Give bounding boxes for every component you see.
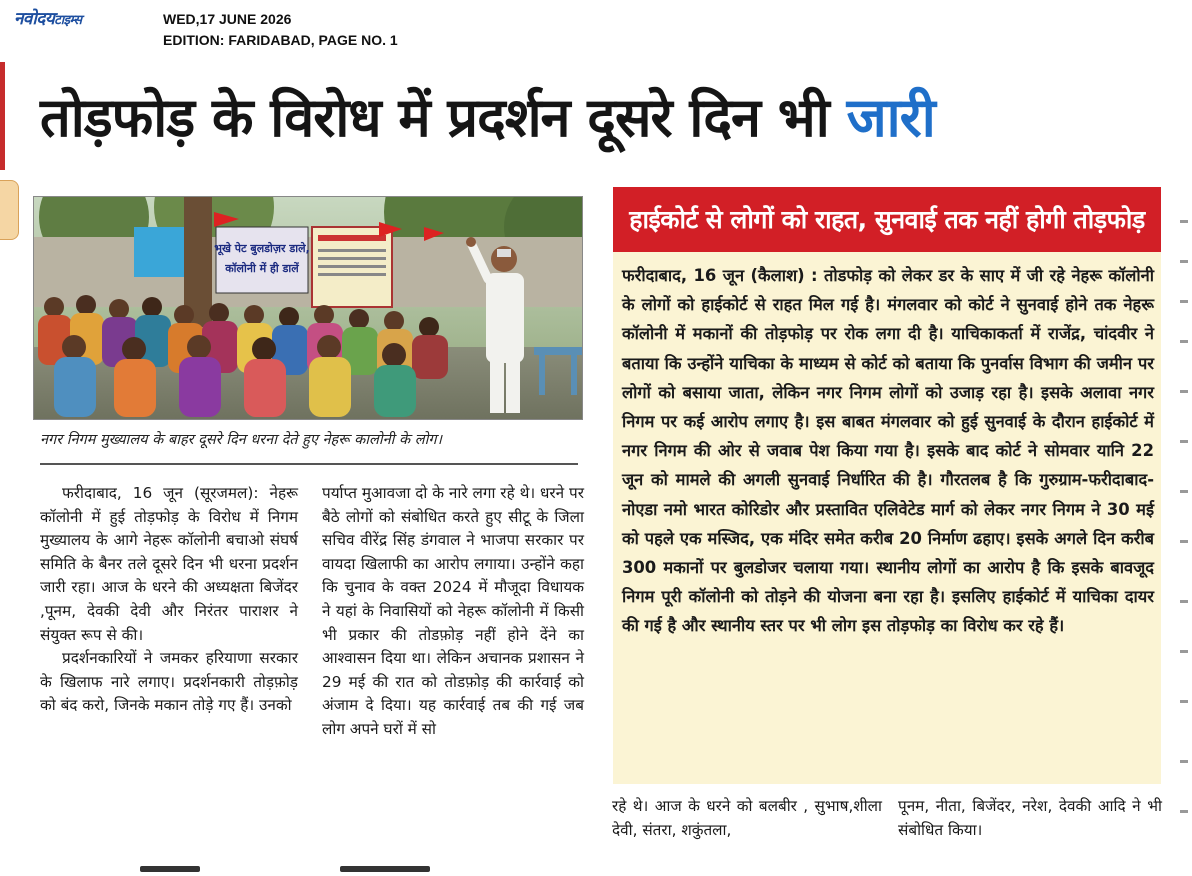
caption-divider (40, 463, 578, 465)
story-column-2 (322, 482, 584, 742)
story-paragraph: रहे थे। आज के धरने को बलबीर , सुभाष,शीला देवी, संतरा, शकुंतला, (612, 797, 882, 839)
highlight-text (622, 261, 1154, 641)
headline-main: तोड़फोड़ के विरोध में प्रदर्शन दूसरे दिन भी (40, 86, 829, 149)
logo-sub: टाइम्स (54, 13, 82, 28)
page-headline (40, 80, 935, 156)
newspaper-logo (14, 6, 82, 29)
left-margin-strip (0, 62, 5, 170)
highlight-banner: हाईकोर्ट से लोगों को राहत, सुनवाई तक नहीं होगी तोड़फोड़ (613, 187, 1161, 252)
svg-text:कॉलोनी में ही डालें: कॉलोनी में ही डालें (225, 262, 299, 275)
highlight-paragraph: फरीदाबाद, 16 जून (कैलाश) : तोडफोड़ को लेकर डर के साए में जी रहे नेहरू कॉलोनी के लोगों को हाईकोर्ट से राहत मिल गई है। मंगलवार को कोर्ट ने सुनवाई होने तक नेहरू कॉलोनी में मकानों की तोड़फोड़ पर रोक लगा दी है। याचिकाकर्ता में राजेंद्र, चांदवीर ने बताया कि उन्होंने याचिका के माध्यम से कोर्ट को बताया कि पुनर्वास विभाग की जमीन पर लोगों को बसाया जाता, लेकिन नगर निगम लोगों को उजाड़ रहा है। इसके अलावा नगर निगम पर कई आरोप लगाए है। इस बाबत मंगलवार को हुई सुनवाई के दौरान हाईकोर्ट में नगर निगम की ओर से जवाब पेश किया गया है। इसके बाद कोर्ट ने सोमवार यानि 22 जून को मामले की अगली सुनवाई निर्धारित की है। गौरतलब है कि गुरुग्राम-फरीदाबाद-नोएडा नमो भारत कोरिडोर और प्रस्तावित एलिवेटेड मार्ग को लेकर नगर निगम ने 30 मई को पहले एक मस्जिद, एक मंदिर समेत करीब 20 निर्माण ढहाए। इसके अगले दिन करीब 300 मकानों पर बुलडोजर चलाया गया। स्थानीय लोगों का आरोप है कि इसके बावजूद निगम पूरी कॉलोनी को तोड़ने की योजना बना रहा है। इसलिए हाईकोर्ट में याचिका दायर की गई है और स्थानीय स्तर पर भी लोग इस तोड़फोड़ का विरोध कर रहे हैं। (622, 266, 1154, 636)
photo-caption: नगर निगम मुख्यालय के बाहर दूसरे दिन धरना देते हुए नेहरू कालोनी के लोग। (40, 432, 443, 448)
story-paragraph: पर्याप्त मुआवजा दो के नारे लगा रहे थे। धरने पर बैठे लोगों को संबोधित करते हुए सीटू के जिला सचिव वीरेंद्र सिंह डंगवाल ने भाजपा सरकार पर वायदा खिलाफी का आरोप लगाया। उन्होंने कहा कि चुनाव के वक्त 2024 में मौजूदा विधायक ने यहां के निवासियों को नेहरू कॉलोनी में किसी भी प्रकार की तोडफ़ोड़ नहीं होने देंने का आश्वासन दिया था। लेकिन अचानक प्रशासन ने 29 मई की रात को तोडफ़ोड़ की कार्रवाई को अंजाम दे दिया। यह कार्रवाई तब की गई जब लोग अपने घरों में सो (322, 484, 584, 738)
adjacent-column-fragment (1180, 200, 1192, 850)
edition-info (163, 9, 398, 51)
story-paragraph: पूनम, नीता, बिजेंदर, नरेश, देवकी आदि ने भी संबोधित किया। (898, 797, 1162, 839)
protest-photo (33, 196, 583, 420)
left-margin-tab (0, 180, 19, 240)
story-paragraph: फरीदाबाद, 16 जून (सूरजमल): नेहरू कॉलोनी में हुई तोड़फोड़ के विरोध में निगम मुख्यालय के आगे नेहरू कॉलोनी बचाओ संघर्ष समिति के बैनर तले दूसरे दिन भी धरना प्रदर्शन जारी रहा। आज के धरने की अध्यक्षता बिजेंदर ,पूनम, देवकी देवी और निरंतर पाराशर ने संयुक्त रूप से की। (40, 484, 298, 644)
date-line: WED,17 JUNE 2026 (163, 11, 292, 27)
story-column-1 (40, 482, 298, 718)
story-column-3 (612, 795, 882, 842)
headline-accent: जारी (846, 86, 935, 149)
edition-line: EDITION: FARIDABAD, PAGE NO. 1 (163, 32, 398, 48)
next-line-fragment (40, 862, 580, 876)
story-paragraph: प्रदर्शनकारियों ने जमकर हरियाणा सरकार के खिलाफ नारे लगाए। प्रदर्शनकारी तोड़फ़ोड़ को बंद करो, जिनके मकान तोड़े गए हैं। उनको (40, 649, 298, 715)
logo-main: नवोदय (14, 9, 55, 29)
svg-text:भूखे पेट बुलडोज़र डाले,: भूखे पेट बुलडोज़र डाले, (214, 242, 310, 255)
story-column-4 (898, 795, 1162, 842)
